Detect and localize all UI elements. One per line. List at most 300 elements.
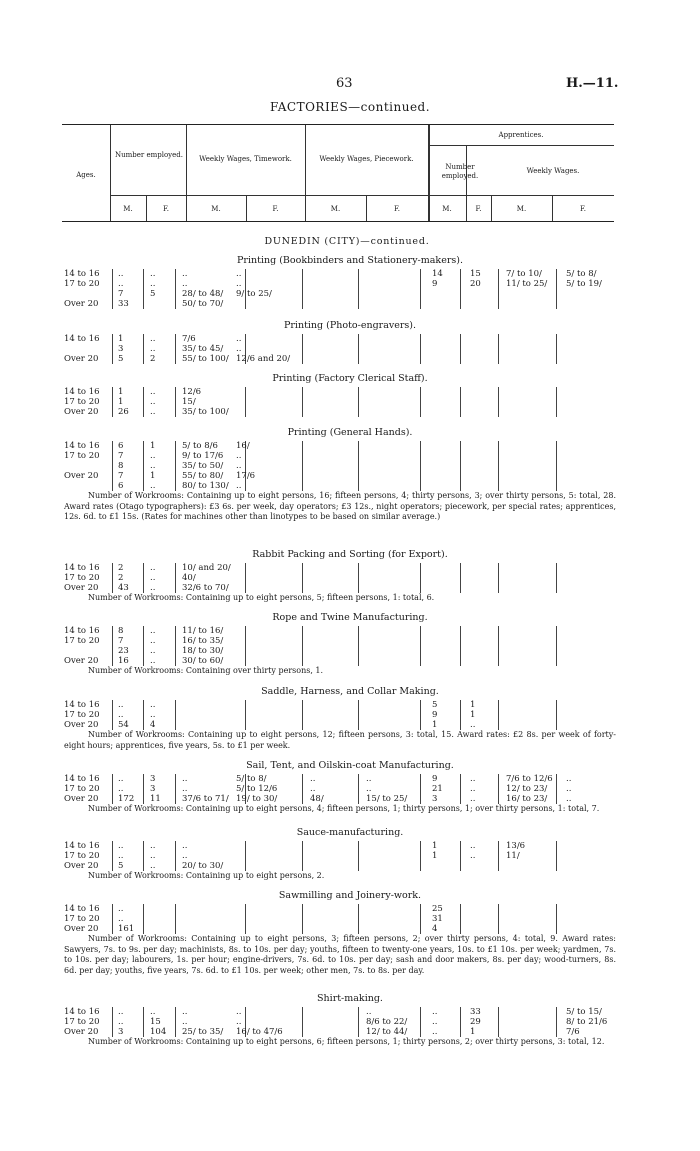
cell-tm: 25/ to 35/: [182, 1027, 224, 1037]
column-rule: [460, 334, 461, 364]
column-rule: [302, 626, 303, 666]
cell-nm: 1: [118, 397, 124, 407]
column-rule: [420, 626, 421, 666]
cell-nf: ..: [150, 334, 156, 344]
cell-awf: 5/ to 15/: [566, 1007, 602, 1017]
cell-nf: ..: [150, 397, 156, 407]
cell-tf: 16/ to 47/6: [236, 1027, 283, 1037]
cell-nf: ..: [150, 573, 156, 583]
column-rule: [498, 904, 499, 934]
age-label: Over 20: [64, 407, 99, 417]
column-rule: [358, 904, 359, 934]
column-rule: [556, 700, 557, 730]
header-f: F.: [163, 205, 169, 213]
cell-nm: 7: [118, 289, 124, 299]
cell-tm: 35/ to 100/: [182, 407, 229, 417]
cell-nf: ..: [150, 481, 156, 491]
cell-nm: 2: [118, 573, 124, 583]
cell-af: 29: [470, 1017, 481, 1027]
cell-nf: ..: [150, 344, 156, 354]
workrooms-note: Number of Workrooms: Containing up to eight persons, 4; fifteen persons, 1; thirty persons, 1; over thirty persons, 1: total, 7.: [88, 804, 600, 813]
cell-nm: 7: [118, 451, 124, 461]
cell-tf: ..: [236, 1007, 242, 1017]
column-rule: [498, 1007, 499, 1037]
cell-pf: 15/ to 25/: [366, 794, 408, 804]
cell-tm: ..: [182, 841, 188, 851]
cell-nf: 3: [150, 784, 156, 794]
cell-nf: ..: [150, 636, 156, 646]
cell-tm: 35/ to 45/: [182, 344, 224, 354]
table-header: [62, 124, 614, 222]
age-label: Over 20: [64, 656, 99, 666]
cell-nm: 5: [118, 861, 124, 871]
cell-pf: 12/ to 44/: [366, 1027, 408, 1037]
cell-nf: 2: [150, 354, 156, 364]
workrooms-note: Number of Workrooms: Containing up to eight persons, 16; fifteen persons, 4; thirty persons, 3; over thirty persons, 5: total, 28. Award rates (Otago typographers): £3 6s. per week, day operators; £3 12s., night operators; piecework, per special rates; apprentices, 12s. 6d. to £1 15s. (Rates for machines other than linotypes to be based on similar average.): [64, 491, 616, 521]
age-label: 17 to 20: [64, 710, 100, 720]
column-rule: [143, 1007, 144, 1037]
column-rule: [175, 1007, 176, 1037]
column-rule: [143, 563, 144, 593]
cell-awf: 5/ to 19/: [566, 279, 602, 289]
column-rule: [143, 774, 144, 804]
column-rule: [112, 387, 113, 417]
cell-tf: 5/ to 8/: [236, 774, 267, 784]
cell-tm: ..: [182, 851, 188, 861]
cell-tf: 9/ to 25/: [236, 289, 272, 299]
column-rule: [358, 1007, 359, 1037]
header-f: F.: [475, 205, 482, 213]
column-rule: [498, 387, 499, 417]
column-rule: [112, 441, 113, 491]
age-label: Over 20: [64, 861, 99, 871]
cell-nf: ..: [150, 583, 156, 593]
cell-nf: ..: [150, 861, 156, 871]
cell-awm: 11/: [506, 851, 520, 861]
cell-nm: 8: [118, 626, 124, 636]
section-title: Printing (General Hands).: [287, 427, 413, 438]
cell-af: ..: [470, 774, 476, 784]
column-rule: [460, 563, 461, 593]
cell-nf: ..: [150, 656, 156, 666]
cell-nm: 33: [118, 299, 129, 309]
column-rule: [556, 841, 557, 871]
cell-am: ..: [432, 1027, 438, 1037]
column-rule: [245, 387, 246, 417]
column-rule: [245, 841, 246, 871]
cell-af: 33: [470, 1007, 481, 1017]
cell-tm: 40/: [182, 573, 196, 583]
cell-nf: 1: [150, 441, 156, 451]
cell-nm: 3: [118, 1027, 124, 1037]
city-heading: DUNEDIN (CITY)—continued.: [264, 236, 430, 247]
cell-tm: 20/ to 30/: [182, 861, 224, 871]
cell-nf: ..: [150, 461, 156, 471]
age-label: 14 to 16: [64, 1007, 100, 1017]
cell-awm: 16/ to 23/: [506, 794, 548, 804]
cell-tm: 9/ to 17/6: [182, 451, 224, 461]
column-rule: [175, 774, 176, 804]
cell-tm: 32/6 to 70/: [182, 583, 229, 593]
cell-tf: ..: [236, 344, 242, 354]
age-label: Over 20: [64, 794, 99, 804]
cell-tm: 37/6 to 71/: [182, 794, 229, 804]
header-f: F.: [580, 205, 586, 213]
cell-tf: 5/ to 12/6: [236, 784, 278, 794]
column-rule: [175, 841, 176, 871]
cell-nm: ..: [118, 279, 124, 289]
column-rule: [420, 774, 421, 804]
cell-am: 4: [432, 924, 438, 934]
cell-nf: 1: [150, 471, 156, 481]
cell-pf: ..: [366, 1007, 372, 1017]
column-rule: [556, 774, 557, 804]
age-label: 14 to 16: [64, 387, 100, 397]
cell-tf: ..: [236, 334, 242, 344]
age-label: 17 to 20: [64, 784, 100, 794]
cell-nm: ..: [118, 1007, 124, 1017]
cell-tm: 80/ to 130/: [182, 481, 229, 491]
cell-tm: 5/ to 8/6: [182, 441, 218, 451]
cell-pf: 8/6 to 22/: [366, 1017, 408, 1027]
section-title: Shirt-making.: [317, 993, 383, 1004]
age-label: Over 20: [64, 354, 99, 364]
column-rule: [358, 841, 359, 871]
cell-nf: 3: [150, 774, 156, 784]
column-rule: [556, 441, 557, 491]
header-f: F.: [394, 205, 400, 213]
cell-nm: ..: [118, 269, 124, 279]
cell-nm: 1: [118, 334, 124, 344]
cell-nm: 1: [118, 387, 124, 397]
cell-nm: 6: [118, 481, 124, 491]
column-rule: [556, 626, 557, 666]
column-rule: [143, 269, 144, 309]
cell-af: 1: [470, 710, 476, 720]
column-rule: [112, 1007, 113, 1037]
cell-nm: ..: [118, 710, 124, 720]
cell-tm: 15/: [182, 397, 196, 407]
column-rule: [460, 841, 461, 871]
column-rule: [498, 334, 499, 364]
cell-nf: 104: [150, 1027, 167, 1037]
cell-nf: ..: [150, 851, 156, 861]
column-rule: [498, 269, 499, 309]
cell-tm: 55/ to 100/: [182, 354, 229, 364]
column-rule: [112, 904, 113, 934]
cell-nm: 7: [118, 471, 124, 481]
age-label: 17 to 20: [64, 451, 100, 461]
cell-af: ..: [470, 784, 476, 794]
header-m: M.: [123, 205, 133, 213]
cell-tm: 7/6: [182, 334, 196, 344]
column-rule: [420, 441, 421, 491]
column-rule: [460, 700, 461, 730]
cell-nf: ..: [150, 451, 156, 461]
cell-nm: 3: [118, 344, 124, 354]
column-rule: [460, 904, 461, 934]
cell-awf: 5/ to 8/: [566, 269, 597, 279]
cell-tm: 11/ to 16/: [182, 626, 224, 636]
cell-am: 9: [432, 774, 438, 784]
workrooms-note: Number of Workrooms: Containing up to eight persons, 12; fifteen persons, 3: total, 15. Award rates: £2 8s. per week of forty-eight hours; apprentices, five years, 5s. to £1 per week.: [64, 730, 616, 750]
column-rule: [143, 904, 144, 934]
cell-tm: 55/ to 80/: [182, 471, 224, 481]
column-rule: [175, 269, 176, 309]
page-number: 63: [336, 76, 353, 91]
column-rule: [112, 563, 113, 593]
cell-awm: 7/6 to 12/6: [506, 774, 553, 784]
column-rule: [556, 334, 557, 364]
cell-pm: ..: [310, 774, 316, 784]
cell-nm: ..: [118, 700, 124, 710]
cell-am: 25: [432, 904, 443, 914]
cell-am: 9: [432, 279, 438, 289]
age-label: Over 20: [64, 471, 99, 481]
column-rule: [175, 387, 176, 417]
cell-nf: ..: [150, 710, 156, 720]
cell-nf: 15: [150, 1017, 161, 1027]
workrooms-note: Number of Workrooms: Containing up to eight persons, 3; fifteen persons, 2; over thirty persons, 4: total, 9. Award rates: Sawyers, 7s. to 9s. per day; machinists, 8s. to 10s. per day; youths, fifteen to twenty-one years, 10s. to £1 10s. per week; yardmen, 7s. to 10s. per day; labourers, 1s. per hour; engine-drivers, 7s. 6d. to 10s. per day; sash and door makers, 8s. per day; wood-turners, 8s. 6d. per day; youths, five years, 7s. 6d. to £1 10s. per week; other men, 7s. to 8s. per day.: [64, 934, 616, 975]
cell-am: 9: [432, 710, 438, 720]
cell-tm: 35/ to 50/: [182, 461, 224, 471]
cell-nm: 5: [118, 354, 124, 364]
cell-am: 3: [432, 794, 438, 804]
cell-tm: 12/6: [182, 387, 202, 397]
section-title: Printing (Bookbinders and Stationery-makers).: [237, 255, 463, 266]
cell-tf: ..: [236, 269, 242, 279]
header-m: M.: [516, 205, 527, 213]
cell-tm: ..: [182, 774, 188, 784]
column-rule: [358, 441, 359, 491]
column-rule: [245, 626, 246, 666]
cell-tf: 12/6 and 20/: [236, 354, 291, 364]
age-label: 14 to 16: [64, 334, 100, 344]
column-rule: [143, 334, 144, 364]
column-rule: [302, 1007, 303, 1037]
cell-tm: ..: [182, 279, 188, 289]
cell-awm: 12/ to 23/: [506, 784, 548, 794]
cell-tm: 16/ to 35/: [182, 636, 224, 646]
cell-af: 1: [470, 1027, 476, 1037]
cell-nf: 4: [150, 720, 156, 730]
column-rule: [112, 700, 113, 730]
age-label: Over 20: [64, 924, 99, 934]
cell-tf: 16/: [236, 441, 250, 451]
column-rule: [302, 700, 303, 730]
age-label: Over 20: [64, 583, 99, 593]
cell-am: 1: [432, 851, 438, 861]
header-number-employed: Number employed.: [115, 151, 183, 159]
section-title: Rabbit Packing and Sorting (for Export).: [252, 549, 448, 560]
column-rule: [175, 904, 176, 934]
cell-tm: 50/ to 70/: [182, 299, 224, 309]
section-title: Sawmilling and Joinery-work.: [278, 890, 422, 901]
header-apprentices: Apprentices.: [498, 131, 544, 139]
column-rule: [175, 700, 176, 730]
age-label: 17 to 20: [64, 851, 100, 861]
header-m: M.: [330, 205, 341, 213]
column-rule: [143, 700, 144, 730]
cell-tm: ..: [182, 1007, 188, 1017]
cell-awf: ..: [566, 774, 572, 784]
workrooms-note: Number of Workrooms: Containing up to eight persons, 2.: [88, 871, 325, 880]
column-rule: [358, 626, 359, 666]
column-rule: [358, 334, 359, 364]
cell-tf: ..: [236, 1017, 242, 1027]
age-label: 14 to 16: [64, 774, 100, 784]
column-rule: [175, 626, 176, 666]
age-label: Over 20: [64, 299, 99, 309]
cell-pm: 48/: [310, 794, 324, 804]
header-weekly-timework: Weekly Wages, Timework.: [199, 155, 292, 163]
column-rule: [143, 387, 144, 417]
header-m: M.: [442, 205, 452, 213]
age-label: 17 to 20: [64, 1017, 100, 1027]
age-label: 14 to 16: [64, 904, 100, 914]
column-rule: [460, 626, 461, 666]
column-rule: [460, 269, 461, 309]
column-rule: [175, 441, 176, 491]
cell-awf: 7/6: [566, 1027, 580, 1037]
cell-nm: 8: [118, 461, 124, 471]
column-rule: [245, 700, 246, 730]
column-rule: [420, 1007, 421, 1037]
column-rule: [143, 626, 144, 666]
cell-af: ..: [470, 720, 476, 730]
cell-awm: 11/ to 25/: [506, 279, 548, 289]
age-label: Over 20: [64, 720, 99, 730]
cell-tm: 10/ and 20/: [182, 563, 231, 573]
cell-nm: ..: [118, 1017, 124, 1027]
age-label: 14 to 16: [64, 563, 100, 573]
cell-af: 1: [470, 700, 476, 710]
cell-tf: ..: [236, 461, 242, 471]
column-rule: [556, 1007, 557, 1037]
cell-am: 31: [432, 914, 443, 924]
column-rule: [302, 269, 303, 309]
column-rule: [420, 563, 421, 593]
section-title: Saddle, Harness, and Collar Making.: [261, 686, 439, 697]
column-rule: [302, 387, 303, 417]
cell-tm: ..: [182, 784, 188, 794]
cell-am: 1: [432, 841, 438, 851]
column-rule: [498, 563, 499, 593]
column-rule: [245, 563, 246, 593]
cell-tf: ..: [236, 451, 242, 461]
cell-nm: 7: [118, 636, 124, 646]
cell-af: ..: [470, 794, 476, 804]
header-weekly-piecework: Weekly Wages, Piecework.: [319, 155, 414, 163]
cell-awf: ..: [566, 794, 572, 804]
column-rule: [302, 904, 303, 934]
age-label: 14 to 16: [64, 269, 100, 279]
age-label: 17 to 20: [64, 397, 100, 407]
cell-af: 20: [470, 279, 481, 289]
cell-nf: ..: [150, 279, 156, 289]
column-rule: [358, 387, 359, 417]
column-rule: [112, 334, 113, 364]
header-m: M.: [211, 205, 221, 213]
column-rule: [358, 700, 359, 730]
column-rule: [420, 841, 421, 871]
cell-awm: 13/6: [506, 841, 526, 851]
cell-nf: ..: [150, 700, 156, 710]
column-rule: [302, 334, 303, 364]
cell-awf: ..: [566, 784, 572, 794]
cell-af: ..: [470, 841, 476, 851]
cell-nf: ..: [150, 841, 156, 851]
column-rule: [302, 441, 303, 491]
cell-nm: 23: [118, 646, 129, 656]
column-rule: [143, 441, 144, 491]
column-rule: [460, 774, 461, 804]
column-rule: [112, 626, 113, 666]
cell-tm: ..: [182, 1017, 188, 1027]
cell-pf: ..: [366, 774, 372, 784]
section-title: Printing (Factory Clerical Staff).: [272, 373, 428, 384]
cell-am: ..: [432, 1017, 438, 1027]
cell-awm: 7/ to 10/: [506, 269, 542, 279]
cell-af: 15: [470, 269, 481, 279]
column-rule: [556, 904, 557, 934]
document-reference: H.—11.: [566, 76, 619, 91]
cell-nm: 54: [118, 720, 129, 730]
cell-tm: 28/ to 48/: [182, 289, 224, 299]
cell-am: ..: [432, 1007, 438, 1017]
cell-tm: ..: [182, 269, 188, 279]
cell-nm: ..: [118, 914, 124, 924]
column-rule: [112, 774, 113, 804]
age-label: Over 20: [64, 1027, 99, 1037]
cell-nm: 43: [118, 583, 129, 593]
column-rule: [556, 387, 557, 417]
cell-tf: 17/6: [236, 471, 256, 481]
column-rule: [460, 1007, 461, 1037]
cell-nf: ..: [150, 563, 156, 573]
page-title: FACTORIES—continued.: [269, 100, 431, 114]
column-rule: [460, 441, 461, 491]
cell-tf: 19/ to 30/: [236, 794, 278, 804]
workrooms-note: Number of Workrooms: Containing up to eight persons, 5; fifteen persons, 1: total, 6.: [88, 593, 435, 602]
column-rule: [420, 700, 421, 730]
cell-am: 14: [432, 269, 443, 279]
cell-nf: ..: [150, 626, 156, 636]
column-rule: [460, 387, 461, 417]
cell-nf: 11: [150, 794, 161, 804]
header-apprentice-number-employed: Number employed.: [441, 163, 479, 180]
column-rule: [143, 841, 144, 871]
column-rule: [112, 841, 113, 871]
age-label: 14 to 16: [64, 700, 100, 710]
cell-nm: ..: [118, 841, 124, 851]
column-rule: [358, 774, 359, 804]
age-label: 17 to 20: [64, 279, 100, 289]
header-ages: Ages.: [76, 171, 96, 179]
cell-nf: ..: [150, 269, 156, 279]
column-rule: [498, 841, 499, 871]
cell-nf: ..: [150, 407, 156, 417]
column-rule: [302, 774, 303, 804]
cell-am: 1: [432, 720, 438, 730]
column-rule: [358, 269, 359, 309]
column-rule: [498, 441, 499, 491]
cell-nm: 172: [118, 794, 135, 804]
column-rule: [498, 626, 499, 666]
cell-nm: ..: [118, 784, 124, 794]
cell-nm: 16: [118, 656, 129, 666]
age-label: 14 to 16: [64, 626, 100, 636]
